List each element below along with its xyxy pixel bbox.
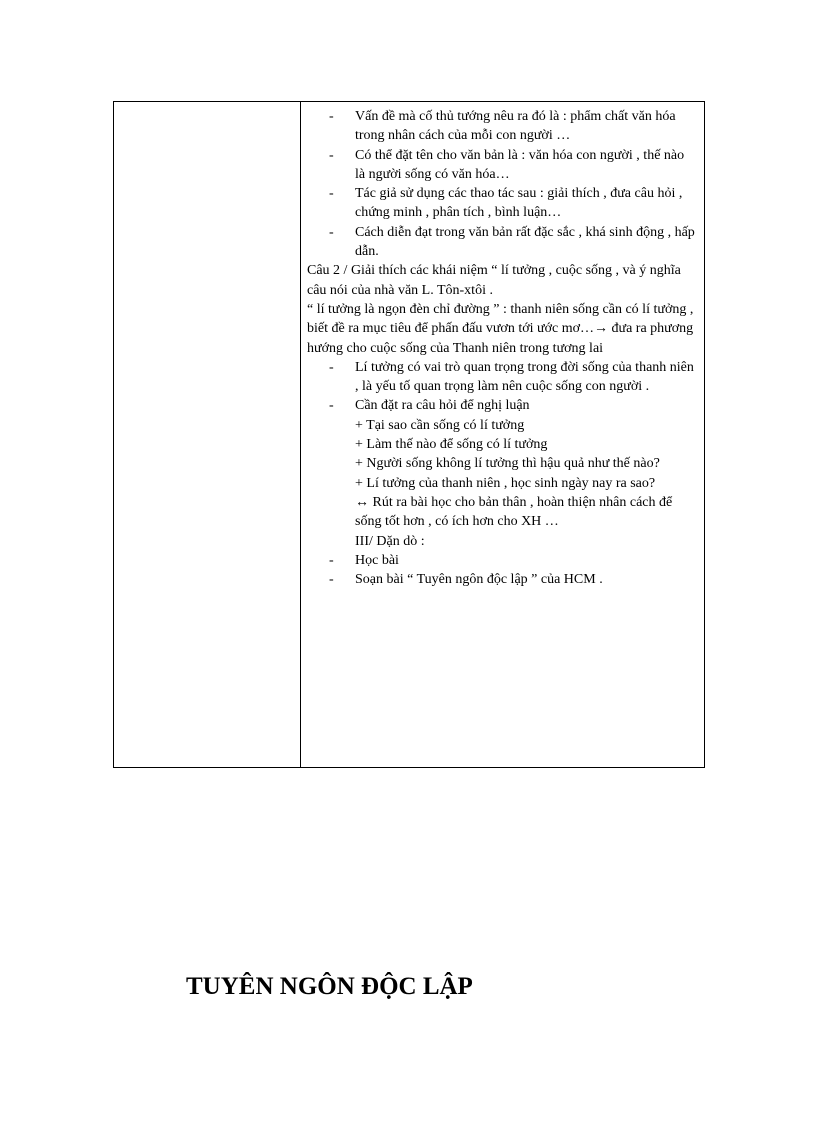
sub-item: + Người sống không lí tưởng thì hậu quả như thế nào? [355, 456, 660, 472]
bullet-item [307, 570, 695, 589]
lesson-table [113, 101, 705, 768]
sub-item: ↔ Rút ra bài học cho bản thân , hoàn thiện nhân cách để sống tốt hơn , có ích hơn cho XH … [355, 494, 673, 530]
dash-marker: - [329, 147, 334, 163]
bullet-item [307, 184, 695, 223]
sub-item: + Lí tưởng của thanh niên , học sinh ngày nay ra sao? [355, 475, 656, 491]
bullet-item [307, 396, 695, 415]
bullet-item [307, 223, 695, 262]
ideal-paragraph: “ lí tưởng là ngọn đèn chỉ đường ” : thanh niên sống cần có lí tưởng , biết đề ra mục tiêu để phấn đấu vươn tới ước mơ…→ đưa ra phương hướng cho cuộc sống của Thanh niên trong tương lai [307, 301, 694, 356]
bullet-text: Vấn đề mà cố thủ tướng nêu ra đó là : phẩm chất văn hóa trong nhân cách của mỗi con người … [355, 109, 676, 144]
dash-marker: - [329, 224, 334, 240]
section-heading: TUYÊN NGÔN ĐỘC LẬP [186, 973, 473, 1000]
bullet-text: Cách diễn đạt trong văn bản rất đặc sắc , khá sinh động , hấp dẫn. [355, 224, 695, 260]
bullet-item [307, 358, 695, 397]
right-column [301, 102, 704, 767]
right-column-content [307, 107, 695, 589]
bullet-text: Học bài [355, 552, 399, 568]
homework-heading: III/ Dặn dò : [355, 533, 425, 549]
left-column-empty [114, 102, 301, 767]
question-2-paragraph: Câu 2 / Giải thích các khái niệm “ lí tưởng , cuộc sống , và ý nghĩa câu nói của nhà văn L. Tôn-xtôi . [307, 263, 681, 298]
bullet-item [307, 146, 695, 185]
dash-marker: - [329, 186, 334, 202]
dash-marker: - [329, 572, 334, 588]
dash-marker: - [329, 398, 334, 414]
bullet-text: Tác giả sử dụng các thao tác sau : giải thích , đưa câu hỏi , chứng minh , phân tích , bình luận… [355, 186, 683, 221]
dash-marker: - [329, 109, 334, 124]
bullet-item [307, 551, 695, 570]
bullet-text: Soạn bài “ Tuyên ngôn độc lập ” của HCM . [355, 572, 603, 588]
bullet-text: Lí tưởng có vai trò quan trọng trong đời sống của thanh niên , là yếu tố quan trọng làm nên cuộc sống con người . [355, 359, 694, 395]
bullet-text: Có thể đặt tên cho văn bản là : văn hóa con người , thế nào là người sống có văn hóa… [355, 147, 685, 182]
dash-marker: - [329, 359, 334, 375]
sub-item: + Làm thế nào để sống có lí tưởng [355, 437, 548, 453]
bullet-item [307, 107, 695, 146]
sub-item: + Tại sao cần sống có lí tưởng [355, 417, 525, 433]
bullet-text: Cần đặt ra câu hỏi để nghị luận [355, 398, 530, 414]
dash-marker: - [329, 552, 334, 568]
